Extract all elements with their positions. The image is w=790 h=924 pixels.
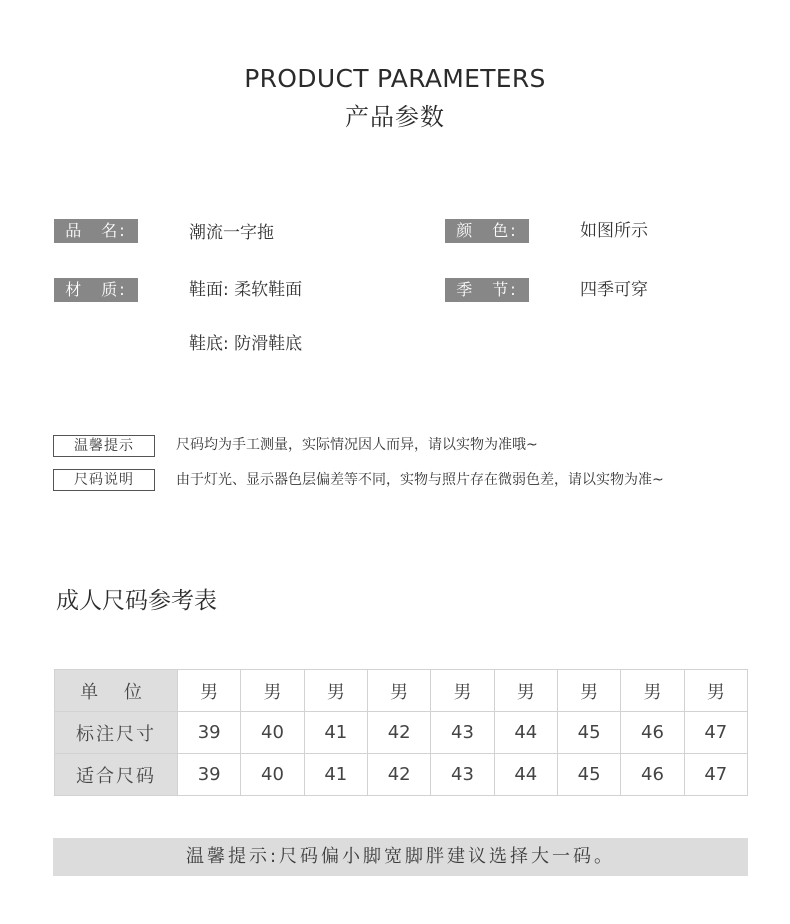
row-header-labeled-size: 标注尺寸 [55,712,178,754]
table-cell: 41 [304,754,367,796]
name-value: 潮流一字拖 [189,223,274,243]
table-cell: 46 [621,712,684,754]
title-english: PRODUCT PARAMETERS [244,64,546,93]
season-label: 季 节: [445,278,529,302]
title-chinese: 产品参数 [345,103,445,131]
table-cell: 43 [431,754,494,796]
size-note-label: 尺码说明 [53,469,155,491]
table-cell: 42 [367,712,430,754]
row-header-fit-size: 适合尺码 [55,754,178,796]
table-cell: 42 [367,754,430,796]
table-cell: 41 [304,712,367,754]
table-cell: 男 [557,670,620,712]
color-value: 如图所示 [580,221,648,241]
row-header-unit: 单 位 [55,670,178,712]
tip-label: 温馨提示 [53,435,155,457]
table-cell: 47 [684,754,747,796]
table-cell: 男 [494,670,557,712]
table-cell: 44 [494,712,557,754]
tip-text: 尺码均为手工测量，实际情况因人而异，请以实物为准哦~ [176,437,538,453]
table-cell: 男 [431,670,494,712]
table-cell: 39 [178,712,241,754]
season-value: 四季可穿 [580,280,648,300]
table-cell: 男 [178,670,241,712]
table-cell: 43 [431,712,494,754]
table-row [55,670,748,712]
color-label: 颜 色: [445,219,529,243]
table-cell: 男 [621,670,684,712]
table-cell: 男 [241,670,304,712]
table-row [55,754,748,796]
table-cell: 45 [557,712,620,754]
table-cell: 男 [367,670,430,712]
material-label: 材 质: [54,278,138,302]
table-cell: 46 [621,754,684,796]
table-cell: 44 [494,754,557,796]
size-table [54,669,748,796]
table-row [55,712,748,754]
size-note-text: 由于灯光、显示器色层偏差等不同，实物与照片存在微弱色差，请以实物为准~ [176,472,664,488]
table-cell: 男 [304,670,367,712]
table-cell: 40 [241,712,304,754]
table-cell: 39 [178,754,241,796]
material-upper-value: 鞋面: 柔软鞋面 [189,280,303,300]
material-sole-value: 鞋底: 防滑鞋底 [189,334,303,354]
footer-tip-banner: 温馨提示:尺码偏小脚宽脚胖建议选择大一码。 [53,838,748,876]
table-cell: 45 [557,754,620,796]
table-cell: 男 [684,670,747,712]
table-cell: 47 [684,712,747,754]
table-cell: 40 [241,754,304,796]
size-chart-title: 成人尺码参考表 [56,588,217,614]
name-label: 品 名: [54,219,138,243]
